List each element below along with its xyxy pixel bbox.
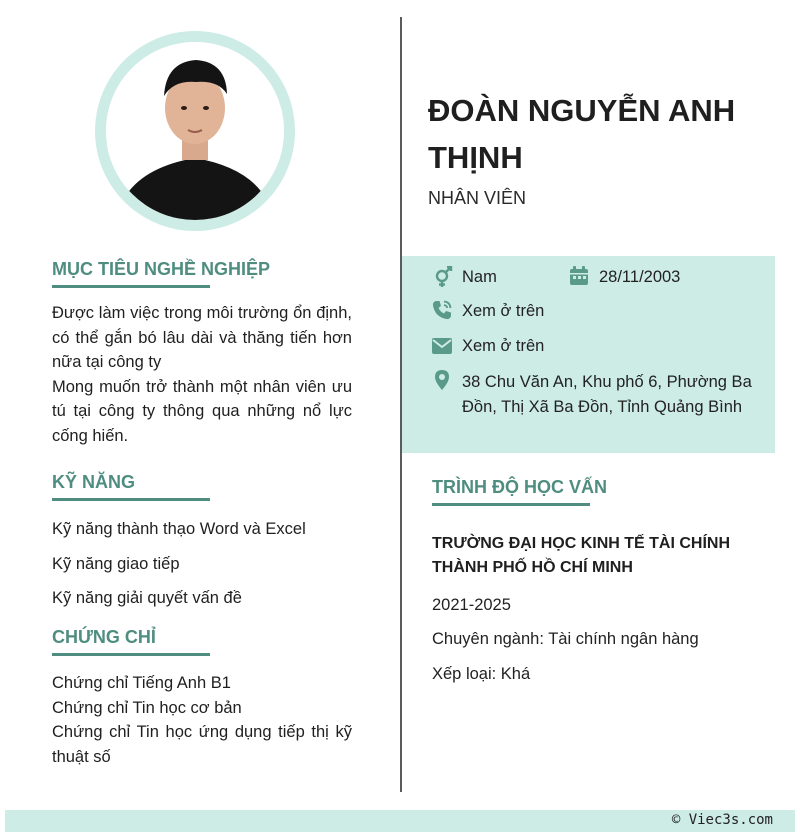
objective-paragraph-2: Mong muốn trở thành một nhân viên ưu tú tại công ty thông qua những nổ lực cống hiến.: [52, 377, 352, 445]
skills-list: [52, 517, 352, 610]
skill-item: Kỹ năng giải quyết vấn đề: [52, 589, 242, 607]
objective-text: [52, 301, 352, 448]
skill-item: Kỹ năng thành thạo Word và Excel: [52, 520, 306, 538]
objective-paragraph-1: Được làm việc trong môi trường ổn định, có thể gắn bó lâu dài và thăng tiến hơn nữa tại công ty: [52, 304, 352, 371]
skill-item: Kỹ năng giao tiếp: [52, 554, 180, 573]
gender-icon: [431, 266, 453, 288]
footer-copyright: © Viec3s.com: [671, 812, 773, 828]
objective-title: MỤC TIÊU NGHỀ NGHIỆP: [52, 259, 271, 279]
email-value: Xem ở trên: [462, 337, 545, 355]
certificates-title: CHỨNG CHỈ: [52, 627, 156, 647]
certificates-list: [52, 671, 352, 769]
education-rank: Xếp loại: Khá: [432, 665, 531, 683]
phone-value: Xem ở trên: [462, 302, 545, 320]
footer-bar: [5, 810, 795, 832]
certificate-item: Chứng chỉ Tiếng Anh B1: [52, 674, 231, 692]
calendar-icon: [568, 265, 590, 287]
gender-value: Nam: [462, 268, 497, 286]
address-value: 38 Chu Văn An, Khu phố 6, Phường Ba Đồn, Thị Xã Ba Đồn, Tỉnh Quảng Bình: [462, 373, 752, 416]
birthdate-value: 28/11/2003: [599, 268, 681, 286]
full-name: ĐOÀN NGUYỄN ANH THỊNH: [428, 93, 736, 175]
certificate-item: Chứng chỉ Tin học ứng dụng tiếp thị kỹ thuật số: [52, 723, 352, 766]
school-name: TRƯỜNG ĐẠI HỌC KINH TẾ TÀI CHÍNH THÀNH PHỐ HỒ CHÍ MINH: [432, 535, 731, 576]
phone-icon: [431, 299, 453, 321]
job-position: NHÂN VIÊN: [428, 188, 527, 208]
email-icon: [431, 335, 453, 357]
education-title: TRÌNH ĐỘ HỌC VẤN: [432, 477, 607, 497]
location-pin-icon: [431, 369, 453, 391]
education-years: 2021-2025: [432, 596, 511, 614]
avatar: [95, 31, 295, 231]
skills-title: KỸ NĂNG: [52, 472, 136, 492]
avatar-photo: [106, 42, 284, 220]
education-major: Chuyên ngành: Tài chính ngân hàng: [432, 630, 699, 648]
person-portrait-icon: [106, 42, 284, 220]
certificate-item: Chứng chỉ Tin học cơ bản: [52, 698, 242, 717]
